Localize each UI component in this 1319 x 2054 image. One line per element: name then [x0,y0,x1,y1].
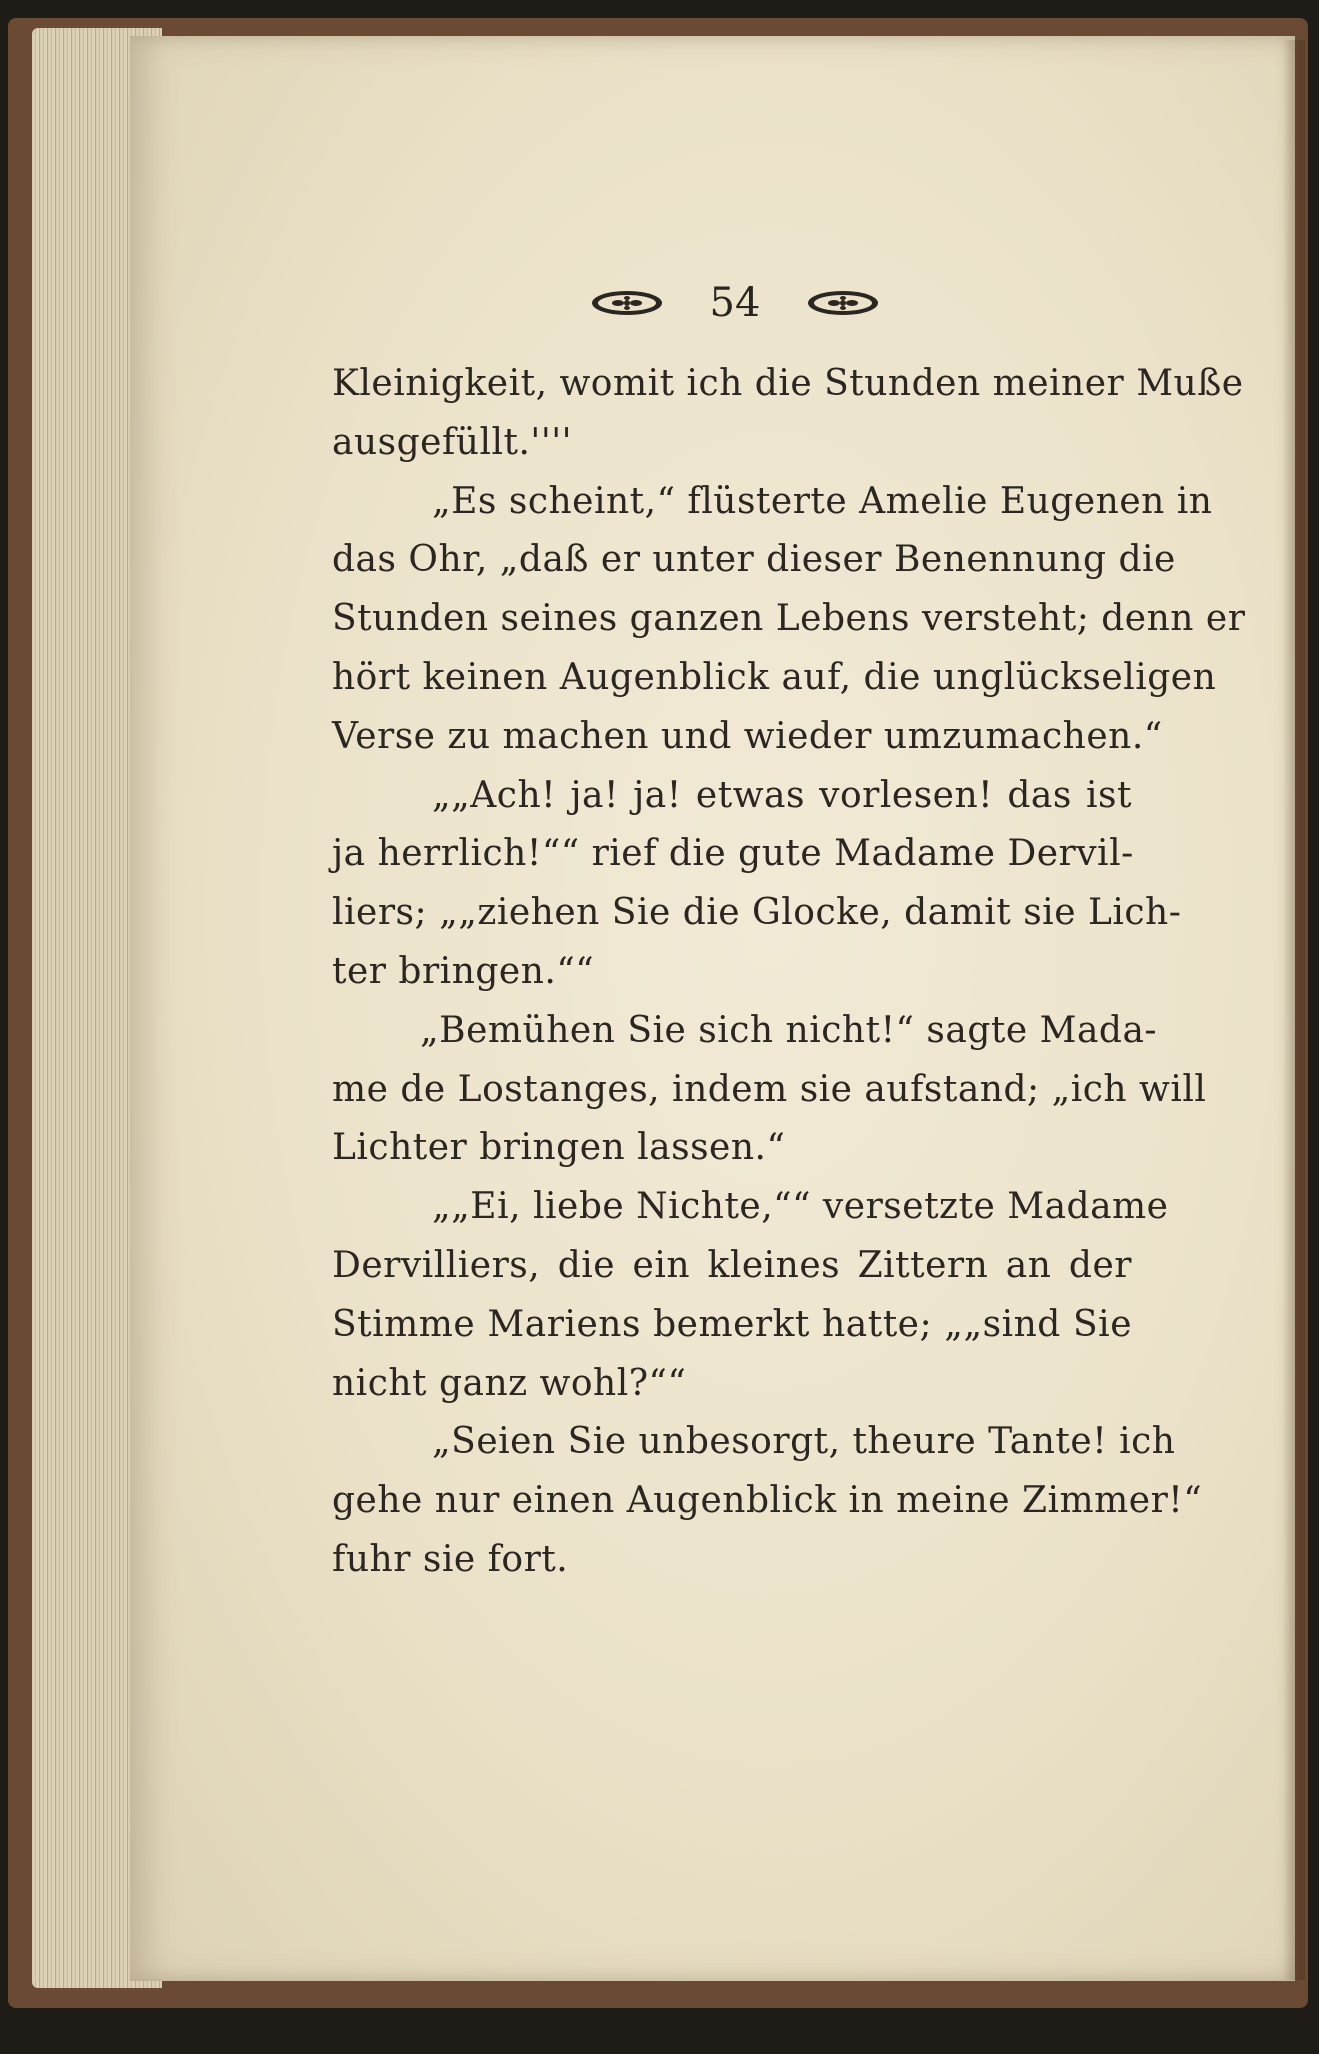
text-line: Dervilliers, die ein kleines Zittern an der [332,1244,1132,1286]
body-text [332,355,1246,1590]
text-line: ter bringen.““ [332,950,595,992]
oval-rosette-ornament-icon [590,288,664,318]
text-line: ja herrlich!““ rief die gute Madame Dervil- [332,833,1134,875]
binding-shadow [1283,40,1305,1980]
text-line: das Ohr, „daß er unter dieser Benennung die [332,539,1176,581]
text-line: Verse zu machen und wieder umzumachen.“ [332,715,1163,757]
text-line: Kleinigkeit, womit ich die Stunden meiner Muße [332,363,1244,404]
text-line: gehe nur einen Augenblick in meine Zimmer!“ [332,1480,1203,1522]
page-number: 54 [709,280,761,326]
text-line: hört keinen Augenblick auf, die unglückseligen [332,656,1217,698]
text-line: nicht ganz wohl?““ [332,1362,687,1404]
paragraph-start-line: „Seien Sie unbesorgt, theure Tante! ich [432,1421,1176,1463]
text-line: me de Lostanges, indem sie aufstand; „ich will [332,1068,1207,1110]
text-line: liers; „„ziehen Sie die Glocke, damit sie Lich- [332,892,1182,934]
paragraph-start-line: „„Ei, liebe Nichte,““ versetzte Madame [432,1186,1169,1228]
text-line: ausgefüllt.'''' [332,421,573,463]
text-line: Stunden seines ganzen Lebens versteht; denn er [332,598,1246,640]
paragraph-start-line: „Bemühen Sie sich nicht!“ sagte Mada- [420,1009,1158,1051]
oval-rosette-ornament-icon [806,288,880,318]
page-header [590,278,880,328]
paragraph-start-line: „Es scheint,“ flüsterte Amelie Eugenen in [432,480,1213,522]
text-line: Lichter bringen lassen.“ [332,1127,786,1169]
text-line: fuhr sie fort. [332,1538,569,1580]
text-line: Stimme Mariens bemerkt hatte; „„sind Sie [332,1303,1132,1345]
paragraph-start-line: „„Ach! ja! ja! etwas vorlesen! das ist [432,774,1132,816]
